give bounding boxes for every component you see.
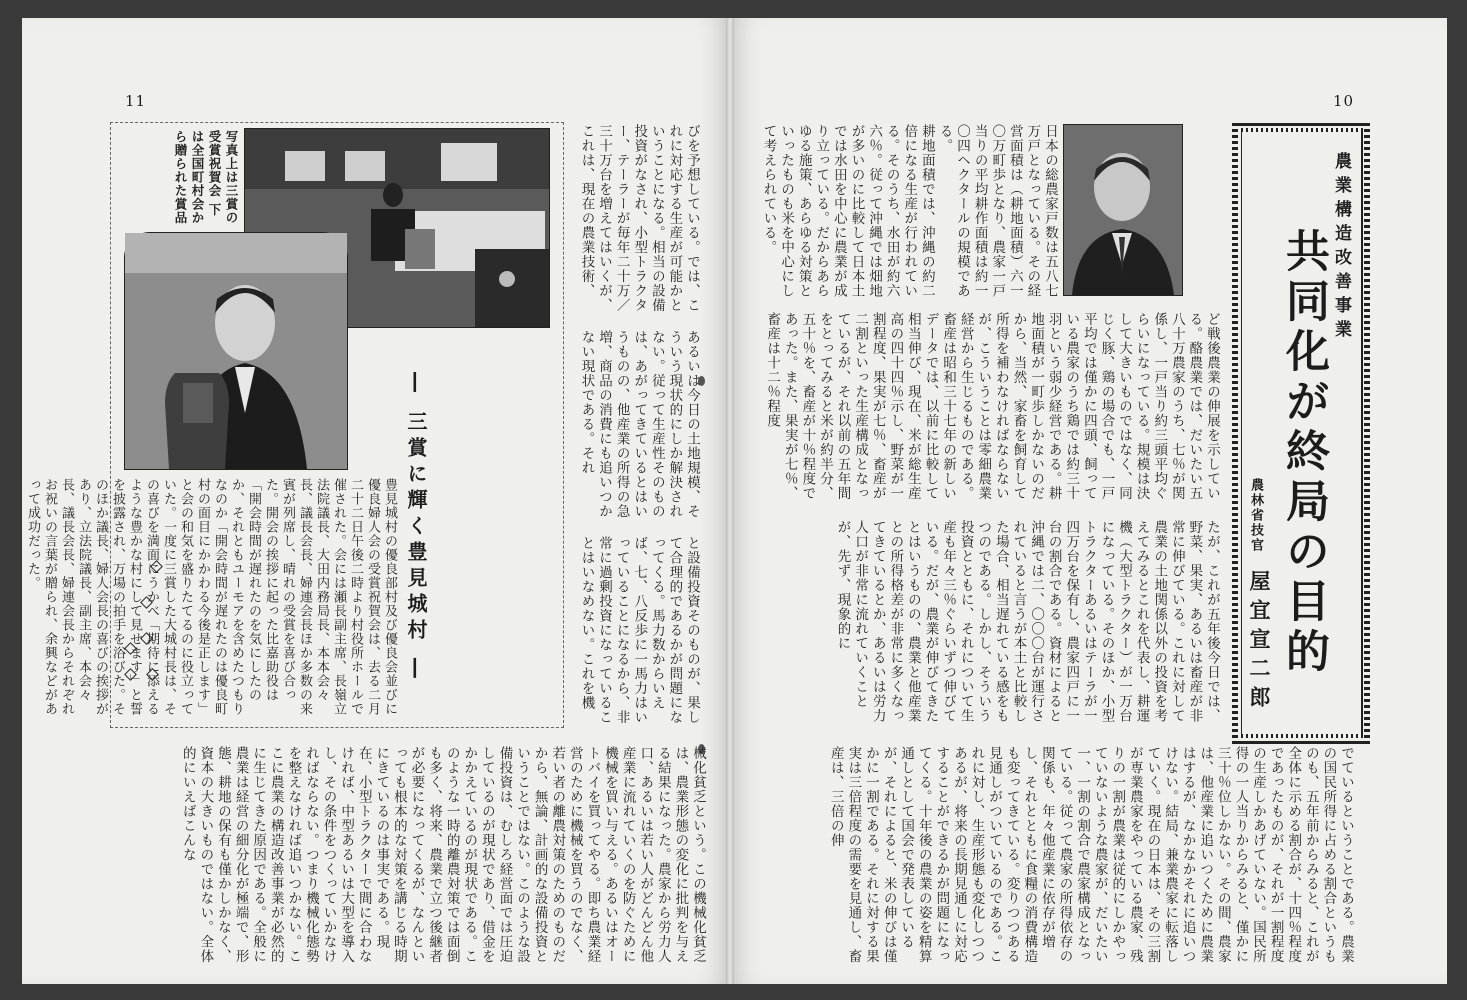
right-mid-text-b: たが、これが五年後今日では、野菜、果実、あるいは畜産が非常に伸びている。これに対して農業の土地関係以外の投資を考えてみるとこれを代表し、耕運機（大型トラクター）が一万台になっている。そのほか、小型トラクターあるいはテーラが一四万台を保有し、農家四戸に一台の割合である。資材によると沖縄では二、〇〇〇台が運行されていると言うが本土と比較した場合、相当遅れている感をもつのである。しかし、そういう投資とともに、それについて生産も年々三％ぐらいずつ伸びている。だが、農業が伸びてきたとはいうものの、農業と他産業との所得格差が非常に多くなってきているとか、あるいは労力人口が非常に流れていくことが、先ず、現象的に (834, 520, 1220, 723)
intro-paragraph-1: 日本の総農家戸数は五八七万戸となっている。その経営面積は（耕地面積）六一〇万町歩となり、農家一戸当りの平均耕作面積は約一〇四ヘクタールの規模である。 (936, 124, 1058, 298)
left-mid-text-b: と設備投資そのものが、果して合理的であるかが問題になってくる。馬力数からいえば、七、八反歩に一馬力はいっていることになるから、非常に過剰投資になっていることはいなめない。これを機 (578, 536, 700, 725)
page-number-left: 11 (125, 92, 147, 110)
prize-photo (124, 232, 348, 470)
series-title: 農業構造改善事業 (1331, 152, 1351, 344)
right-bottom-text: でているということである。農業の国民所得に占める割合というものも、五年前からみると、これが全体に示める割合が、十四％程度であったものが、それが一割程度の生産しかあげていない。国民所得の一人当りからみると、僅かに三十％位しかない。その間、農家は、他産業に追いつくために農業はするが、なかなかそれに追いつけない。結局、兼業農家に転落していく。現在の日本は、その三割が専業農家をやっている農家、残りの一割が農業は従的にしかやっていないような農家が、だいたい一、一割の割合で農家構成となっている。従って農家の所得依存の関係も、年々他産業に依存が増し、それとともに食糧の消費構造も変ってきている。変りつつある見通しがついているのである。これに対し、生産形態も変化しつつあるが、将来の長期見通しに対応することができるかが問題になってくる。十年後の農業の姿を精算通しとして国会で発表しているが、それによると、米の伸びは僅かに一割である。それに対する果実は三倍程度の需要を見通し、畜産は、三倍の伸 (827, 746, 1354, 964)
intro-text (760, 124, 1058, 302)
sidebar-text-right (450, 478, 556, 718)
title-panel-inner (1242, 132, 1360, 734)
right-mid-text: ど戦後農業の伸展を示している。酪農業では、だいたい五八十万農家のうち、七％が関係し、一戸当り約三頭平均ぐらいになっている。規模は決して大きいものではなく、同じく豚、鶏の場合でも、一戸平均では僅かに四頭、飼っている農家のうち鶏では約三十羽という弱少経営である。耕地面積が一町歩しかないのだから、当然、家畜を飼育して所得を補わなければならないが、こういうことは零細農業経営から生じるものである。畜産は昭和三十七年の新しいデータでは、以前に比較して相当伸び、現在、米が総生産高の四十四％示し、野菜が一割程度、果実が七％、畜産が二割といった生産構成となっているが、それ以前の五年間をとってみると米が約半分、五十％を、畜産が十％程度であった。また、果実が七％、畜産は十二％程度 (764, 312, 1220, 501)
left-bottom-text: 械化貧乏という。この機械化貧乏は、農業形態の変化に批判を与える結果になった。農家から労力人口、あるいは若い人がどんどん他産業に流れていくのを防ぐために機械を買い与える。あるいはオートバイを買ってやる。即ち農業経営のために機械を買うのでなく、若い者の離農対策のためのものだから、無論、計画的な設備投資ということではない。このような設備投資は、むしろ経営面では圧迫しているのが現状であり、借金をかかえているのが現状である。このような一時的離農対策では面倒も多く、将来、農業で立つ後継者が必要になってくるが、なんといっても根本的な対策を講じる時期にきているのは事実である。現在、小型トラクターで間に合わなければ、中型あるいは大型を導入し、その条件をつくっていかなければならない。つまり機械化態勢を整えなければ追いつかない。ここに農業の構造改善事業が必然的に生じてきた原因である。全般に農業は経営の細分化が極端で、形態、耕地の保有も僅かしかなく、資本の大きいものではない。全体的にいえばこんな (179, 746, 706, 964)
intro-paragraph-2: 耕地面積では、沖縄の約二倍になる生産が行われている。そのうち、水田が約六六％。従って沖縄では畑地が多いのに比較して日本土では水田を中心に農業が成り立っている。だからあらゆる施策、あらゆる対策といったものも米を中心にして考えられている。 (760, 124, 935, 298)
article-title: 共同化が終局の目的 (1278, 228, 1329, 678)
left-top-text: びを予想している。では、これに対応する生産が可能かということになる。相当の設備投資がなされ、小型トラクター、テーラーが毎年二十万／三十万台を増えてはいくが、これは、現在の農業技術、 (578, 124, 700, 313)
left-mid-text: あるいは今日の土地規模、そういう現状的にしか解決されない。従って生産性そのものは、あがってきているとはいうものの、他産業の所得の急増、商品の消費にも追いつかない現状である。それ (578, 330, 700, 519)
author-portrait-image (1064, 125, 1182, 295)
author-name: 屋宜宣二郎 (1247, 570, 1271, 715)
author-role: 農林省技官 (1248, 478, 1263, 553)
photo-caption: 写真上は三賞の受賞祝賀会 下は全国町村会から贈られた賞品 (173, 130, 239, 225)
sidebar-heading: ― 三賞に輝く豊見城村 ― (404, 372, 428, 684)
title-panel (1232, 122, 1370, 744)
sidebar-text: 豊見城村の優良部村及び優良会並びに優良婦人会の受賞祝賀会は、去る二月二十二日午後二時より村役所ホールで催された。会には瀬長副主席、長嶺立法院議長、大田内務局長、本本会々長、議長会長、婦連会長ほか多数の来賓が列席し、晴れの受賞を喜び合った。開会の挨拶に起った比嘉助役は「開会時間が遅れたのを気にしたのか、それともユーモアを含めたつもりなのか「開会時間が遅れたのは優良町村の面目にかかわる今後是正します」と会の和気を盛りたてるのに役立っていた。一度に三賞した大城村長は、その喜びを満面にうかべ「期待に添えるような豊かな村にして見せます」と誓を披露され、万場の拍手を浴びた。そのほか議長、婦人会長の喜びの挨拶があり、立法院議長、副主席、本会々長、議長会長、婦連会長からそれぞれお祝いの言葉が贈られ、余興などがあって成功だった。 (25, 478, 397, 716)
author-photo (1063, 124, 1183, 296)
prize-image (125, 233, 347, 469)
page-number-right: 10 (1333, 92, 1355, 110)
binding-spine (726, 18, 734, 984)
